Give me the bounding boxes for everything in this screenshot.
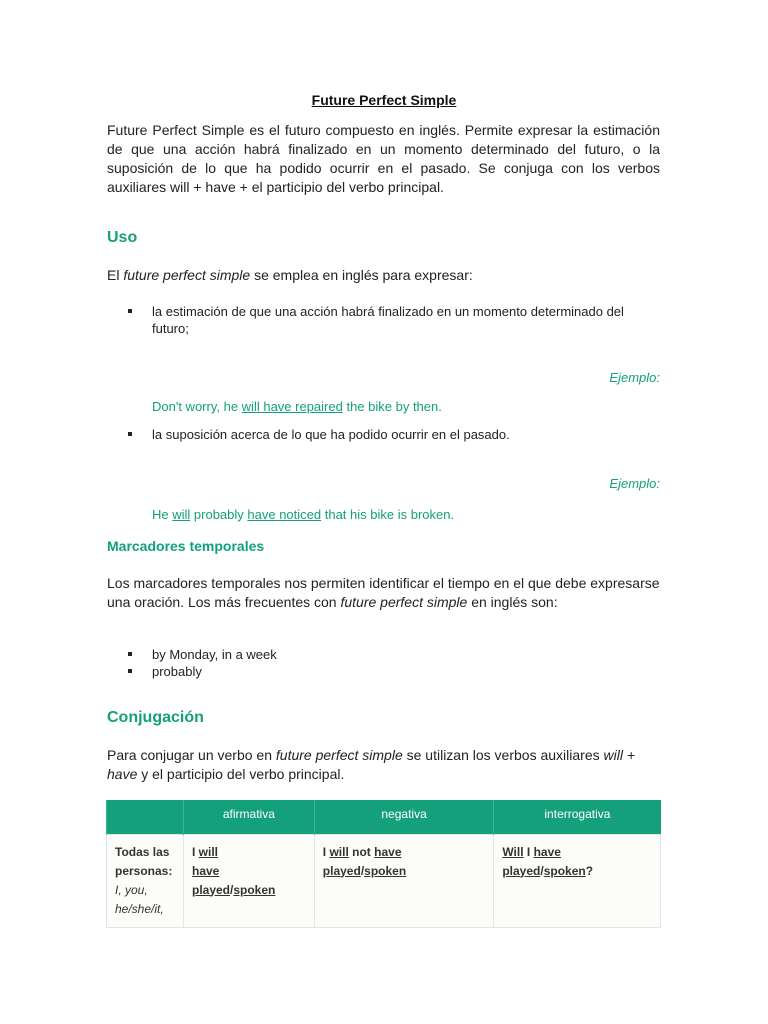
uso-lead-emphasis: future perfect simple (123, 267, 251, 283)
conjugacion-lead (107, 746, 660, 784)
uso-lead-text: El (107, 267, 124, 283)
cell-verb: have (374, 844, 402, 859)
example-label: Ejemplo: (609, 476, 660, 491)
bullet-square-icon (128, 309, 132, 313)
cell-text: I (523, 844, 534, 859)
example-sentence (152, 399, 442, 414)
cell-text: I (322, 844, 330, 859)
marcadores-lead-emphasis: future perfect simple (340, 594, 468, 610)
conjugacion-lead-emphasis: will + have (107, 747, 636, 782)
marcadores-lead (107, 574, 660, 612)
page-title: Future Perfect Simple (311, 92, 457, 108)
cell-text: / (360, 863, 365, 878)
cell-text: not (348, 844, 375, 859)
conjugacion-lead-text-end: y el participio del verbo principal. (137, 766, 345, 782)
cell-verb: have (191, 863, 220, 878)
marcadores-lead-text-end: en inglés son: (467, 594, 558, 610)
table-header-empty (107, 800, 184, 834)
list-item-text: probably (152, 664, 202, 679)
section-heading-conjugacion: Conjugación (107, 709, 204, 726)
conjugacion-lead-text-mid: se utilizan los verbos auxiliares (402, 747, 604, 763)
example-label: Ejemplo: (609, 370, 660, 385)
list-item-text: la estimación de que una acción habrá finalizado en un momento determinado del futuro; (152, 304, 624, 336)
uso-lead-text-end: se emplea en inglés para expresar: (250, 267, 473, 283)
uso-lead (107, 266, 660, 285)
list-item (128, 426, 663, 443)
row-label: Todas las personas: (115, 844, 173, 878)
bullet-square-icon (128, 432, 132, 436)
example-verb: have noticed (247, 507, 322, 522)
intro-paragraph: Future Perfect Simple es el futuro compuesto en inglés. Permite expresar la estimación de que una acción habrá finalizado en un momento determinado del futuro, o la suposición de lo que ha podido ocurrir en el pasado. Se conjuga con los verbos auxiliares will + have + el participio del verbo principal. (107, 122, 660, 195)
example-text-mid: probably (190, 507, 248, 522)
section-heading-marcadores: Marcadores temporales (107, 538, 265, 554)
table-header-negativa: negativa (314, 800, 494, 834)
cell-verb: spoken (233, 882, 276, 897)
table-row (107, 834, 661, 927)
example-text-end: the bike by then. (342, 399, 442, 414)
list-item (128, 303, 663, 337)
conjugation-table (106, 800, 661, 928)
cell-text: I (191, 844, 199, 859)
row-label-pronouns: I, you, he/she/it, (115, 882, 164, 916)
list-item (128, 663, 663, 680)
cell-verb: will (198, 844, 218, 859)
table-header-row (107, 800, 661, 834)
list-item-text: by Monday, in a week (152, 647, 277, 662)
conjugacion-lead-text: Para conjugar un verbo en (107, 747, 276, 763)
example-text: He (152, 507, 173, 522)
cell-verb: played (322, 863, 361, 878)
section-heading-uso: Uso (107, 229, 138, 246)
list-item-text: la suposición acerca de lo que ha podido ocurrir en el pasado. (152, 427, 510, 442)
conjugacion-lead-emphasis: future perfect simple (275, 747, 403, 763)
table-cell-afirmativa (183, 834, 314, 927)
table-header-afirmativa: afirmativa (183, 800, 314, 834)
marcadores-lead-text: Los marcadores temporales nos permiten identificar el tiempo en el que debe expresarse una oración. Los más frecuentes con (107, 575, 660, 610)
cell-verb: spoken (364, 863, 407, 878)
example-text: Don't worry, he (152, 399, 242, 414)
table-cell-persons (107, 834, 184, 927)
cell-verb: played (502, 863, 541, 878)
cell-text: / (540, 863, 544, 878)
table-header-interrogativa: interrogativa (494, 800, 661, 834)
bullet-square-icon (128, 669, 132, 673)
cell-verb: will (329, 844, 349, 859)
bullet-square-icon (128, 652, 132, 656)
table-cell-interrogativa (494, 834, 661, 927)
cell-text: ? (585, 863, 594, 878)
cell-verb: Will (502, 844, 524, 859)
cell-verb: spoken (543, 863, 586, 878)
example-sentence (152, 507, 454, 522)
example-verb: will (172, 507, 191, 522)
cell-text: / (230, 882, 234, 897)
list-item (128, 646, 663, 663)
cell-verb: have (533, 844, 561, 859)
cell-verb: played (191, 882, 230, 897)
example-text-end: that his bike is broken. (321, 507, 455, 522)
example-verb: will have repaired (241, 399, 343, 414)
table-cell-negativa (314, 834, 494, 927)
